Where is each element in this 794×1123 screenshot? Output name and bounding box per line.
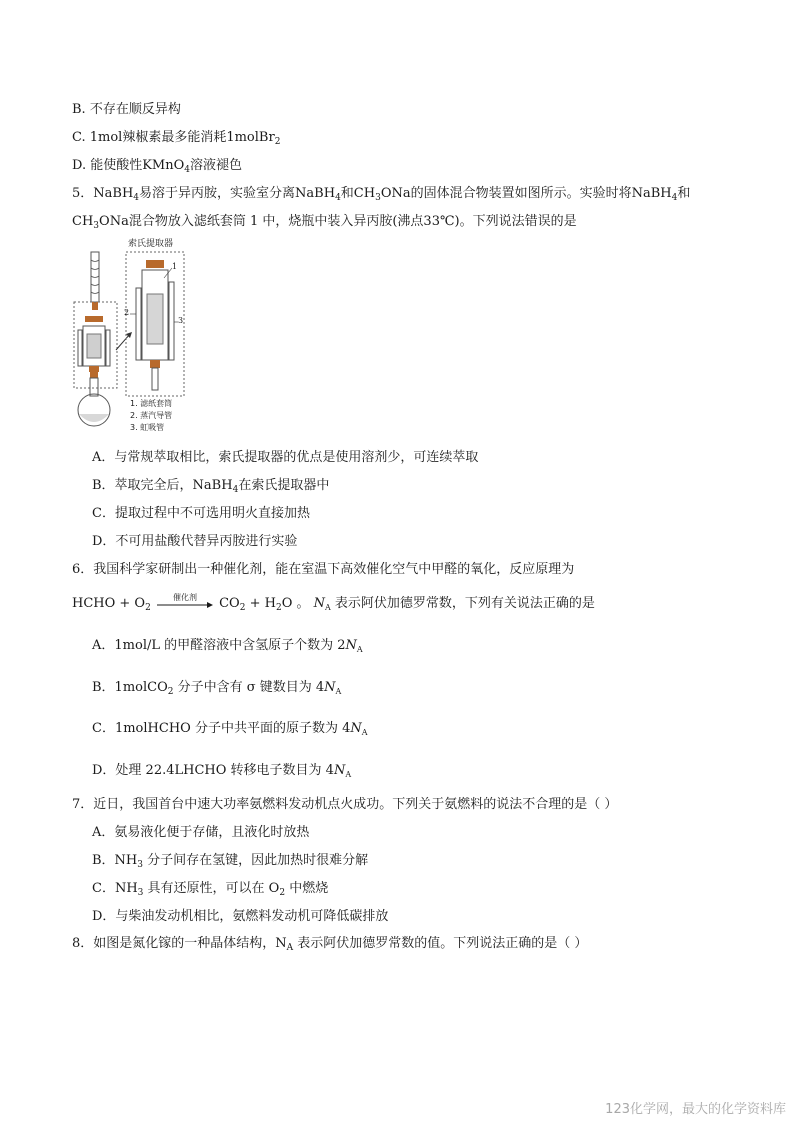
q4-option-c-text: C. 1mol辣椒素最多能消耗1molBr: [72, 130, 275, 145]
subscript: 3: [137, 860, 143, 870]
figure-label-1: 1: [172, 262, 178, 271]
subscript: 2: [145, 603, 151, 613]
formula: CO: [147, 680, 168, 695]
subscript: 3: [137, 888, 144, 898]
text: A．与常规萃取相比，索氏提取器的优点是使用溶剂少，可连续萃取: [92, 450, 479, 465]
q5-stem-line-2: [72, 213, 577, 231]
equation-product: + H: [245, 596, 276, 611]
reaction-arrow: [157, 592, 213, 611]
text: A．氨易液化便于存储，且液化时放热: [92, 825, 310, 840]
q7-option-d: [92, 908, 388, 926]
q6-stem-line-1: [72, 561, 574, 579]
arrow-icon: [157, 602, 213, 608]
text: 7．近日，我国首台中速大功率氨燃料发动机点火成功。下列关于氨燃料的说法不合理的是（ ）: [72, 797, 618, 812]
q4-option-b: [72, 101, 181, 119]
subscript: 3: [375, 193, 381, 203]
q5-option-d: [92, 533, 297, 551]
subscript: 2: [239, 603, 246, 613]
text: D．与柴油发动机相比，氨燃料发动机可降低碳排放: [92, 909, 389, 924]
subscript: 2: [167, 687, 174, 697]
subscript: 4: [671, 193, 678, 203]
q6-option-d: [92, 762, 351, 784]
text: 分子间存在氢键，因此加热时很难分解: [143, 853, 369, 868]
q4-option-c: [72, 129, 280, 147]
subscript: A: [345, 770, 352, 779]
text: 表示阿伏加德罗常数的值。下列说法正确的是（ ）: [293, 936, 588, 951]
figure-title: 索氏提取器: [128, 239, 174, 249]
avogadro-symbol: N: [333, 763, 346, 778]
text: B．1mol: [92, 680, 148, 695]
text: D．不可用盐酸代替异丙胺进行实验: [92, 534, 298, 549]
subscript: A: [286, 943, 294, 953]
text: 具有还原性，可以在 O: [143, 881, 280, 896]
q4-option-d-tail: 溶液褪色: [190, 158, 243, 173]
text: 表示阿伏加德罗常数，下列有关说法正确的是: [330, 596, 595, 611]
q6-option-c: [92, 720, 368, 742]
avogadro-symbol: N: [324, 680, 336, 695]
text: B．萃取完全后，NaBH: [92, 478, 233, 493]
text: 5．NaBH: [72, 186, 134, 201]
legend-vapor-tube: 2. 蒸汽导管: [130, 411, 173, 420]
q5-option-a: [92, 449, 478, 467]
q7-stem: [72, 796, 617, 814]
avogadro-symbol: N: [345, 638, 357, 653]
text: C．NH: [92, 881, 138, 896]
q8-stem: [72, 935, 587, 953]
text: CH: [72, 214, 94, 229]
text: 易溶于异丙胺，实验室分离NaBH: [139, 186, 336, 201]
figure-label-2: 2: [124, 308, 130, 317]
equation-reactants: HCHO + O: [72, 596, 146, 611]
q6-equation-line: [72, 592, 595, 617]
text: 在索氏提取器中: [238, 478, 330, 493]
q6-option-a: [92, 637, 363, 659]
text: B．NH: [92, 853, 138, 868]
text: C．1molHCHO 分子中共平面的原子数为 4: [92, 721, 351, 736]
q5-option-b: [92, 477, 329, 495]
q7-option-a: [92, 824, 309, 842]
subscript: 3: [93, 221, 100, 231]
subscript: 4: [232, 485, 239, 495]
subscript: 2: [279, 888, 286, 898]
q5-stem-line-1: [72, 185, 690, 203]
text: 6．我国科学家研制出一种催化剂，能在室温下高效催化空气中甲醛的氧化，反应原理为: [72, 562, 575, 577]
text: 中燃烧: [285, 881, 329, 896]
subscript: 4: [133, 193, 140, 203]
text: 和CH: [340, 186, 376, 201]
text: 分子中含有 σ 键数目为 4: [173, 680, 325, 695]
site-watermark: 123化学网，最大的化学资料库: [605, 1102, 786, 1117]
q4-option-d-text: D. 能使酸性KMnO: [72, 158, 185, 173]
equation-product: CO: [219, 596, 240, 611]
q5-option-c: [92, 505, 310, 523]
text: ONa的固体混合物装置如图所示。实验时将NaBH: [380, 186, 672, 201]
q6-option-b: [92, 679, 341, 701]
catalyst-label: 催化剂: [172, 592, 197, 602]
subscript: A: [325, 603, 331, 612]
subscript: 4: [184, 165, 191, 175]
q4-option-b-text: B. 不存在顺反异构: [72, 102, 181, 117]
text: 和: [677, 186, 691, 201]
subscript: 4: [335, 193, 341, 203]
subscript: A: [335, 687, 342, 696]
q4-option-d: [72, 157, 242, 175]
subscript: A: [361, 728, 368, 737]
avogadro-symbol: N: [350, 721, 362, 736]
text: ONa混合物放入滤纸套筒 1 中，烧瓶中装入异丙胺(沸点33℃)。下列说法错误的是: [99, 214, 577, 229]
soxhlet-extractor-figure: [68, 238, 208, 438]
q7-option-c: [92, 880, 328, 898]
text: D．处理 22.4LHCHO 转移电子数目为 4: [92, 763, 334, 778]
legend-filter-thimble: 1. 滤纸套筒: [130, 399, 173, 408]
avogadro-symbol: N: [313, 596, 325, 611]
legend-siphon-tube: 3. 虹吸管: [130, 423, 165, 432]
subscript: 2: [275, 603, 282, 613]
q7-option-b: [92, 852, 368, 870]
subscript: A: [356, 645, 363, 654]
text: 8．如图是氮化镓的一种晶体结构，N: [72, 936, 287, 951]
equation-product: O 。: [281, 596, 310, 611]
figure-label-3: 3: [178, 316, 184, 325]
text: C．提取过程中不可选用明火直接加热: [92, 506, 310, 521]
subscript: 2: [274, 137, 281, 147]
text: A．1mol/L 的甲醛溶液中含氢原子个数为 2: [92, 638, 346, 653]
